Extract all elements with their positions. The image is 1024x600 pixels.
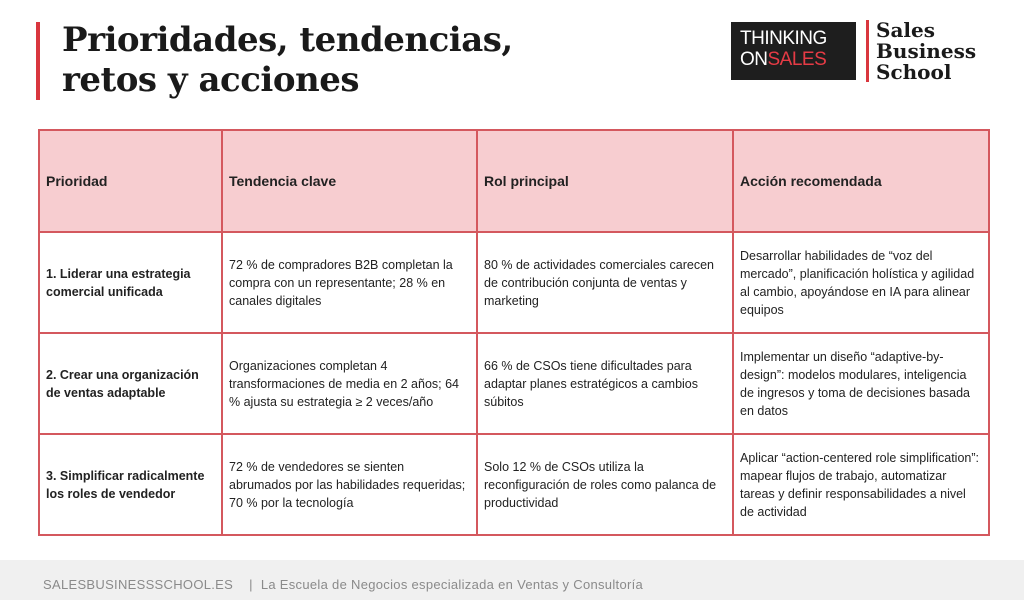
cell-rol: 66 % de CSOs tiene dificultades para adaptar planes estratégicos a cambios súbitos [477,333,733,434]
column-header-tendencia: Tendencia clave [222,130,477,232]
footer-separator: | [249,577,253,592]
table-row [39,232,989,333]
sbs-logo-line1: Sales [876,18,935,42]
sales-business-school-logo [876,20,976,83]
sbs-logo-line3: School [876,60,952,84]
table-row [39,333,989,434]
logo-divider [866,20,869,82]
cell-prioridad: 1. Liderar una estrategia comercial unificada [39,232,222,333]
footer-tagline: La Escuela de Negocios especializada en Ventas y Consultoría [260,577,644,592]
cell-rol: 80 % de actividades comerciales carecen de contribución conjunta de ventas y marketing [477,232,733,333]
priorities-table [38,129,990,536]
tos-logo-line1: THINKING [740,28,827,49]
cell-tendencia: 72 % de vendedores se sienten abrumados por las habilidades requeridas; 70 % por la tecnología [222,434,477,535]
cell-accion: Aplicar “action-centered role simplification”: mapear flujos de trabajo, automatizar tareas y definir responsabilidades a nivel de actividad [733,434,989,535]
cell-prioridad: 3. Simplificar radicalmente los roles de vendedor [39,434,222,535]
tos-logo-line2 [740,49,856,70]
cell-tendencia: 72 % de compradores B2B completan la compra con un representante; 28 % en canales digitales [222,232,477,333]
page-title-line2: retos y acciones [62,60,360,100]
cell-accion: Desarrollar habilidades de “voz del mercado”, planificación holística y agilidad al cambio, apoyándose en IA para alinear equipos [733,232,989,333]
table-header-row [39,130,989,232]
page-title [62,20,513,100]
tos-logo-on: ON [740,49,768,70]
thinking-on-sales-logo [731,22,856,80]
cell-rol: Solo 12 % de CSOs utiliza la reconfiguración de roles como palanca de productividad [477,434,733,535]
sbs-logo-line2: Business [876,39,977,63]
footer-text [43,577,643,592]
cell-prioridad: 2. Crear una organización de ventas adaptable [39,333,222,434]
table-row [39,434,989,535]
page-title-line1: Prioridades, tendencias, [62,20,513,60]
column-header-prioridad: Prioridad [39,130,222,232]
cell-tendencia: Organizaciones completan 4 transformaciones de media en 2 años; 64 % ajusta su estrategia ≥ 2 veces/año [222,333,477,434]
footer-site: SALESBUSINESSSCHOOL.ES [43,577,234,592]
title-accent-bar [36,22,40,100]
column-header-rol: Rol principal [477,130,733,232]
tos-logo-sales: SALES [767,49,827,70]
column-header-accion: Acción recomendada [733,130,989,232]
cell-accion: Implementar un diseño “adaptive-by-design”: modelos modulares, inteligencia de ingresos y toma de decisiones basada en datos [733,333,989,434]
